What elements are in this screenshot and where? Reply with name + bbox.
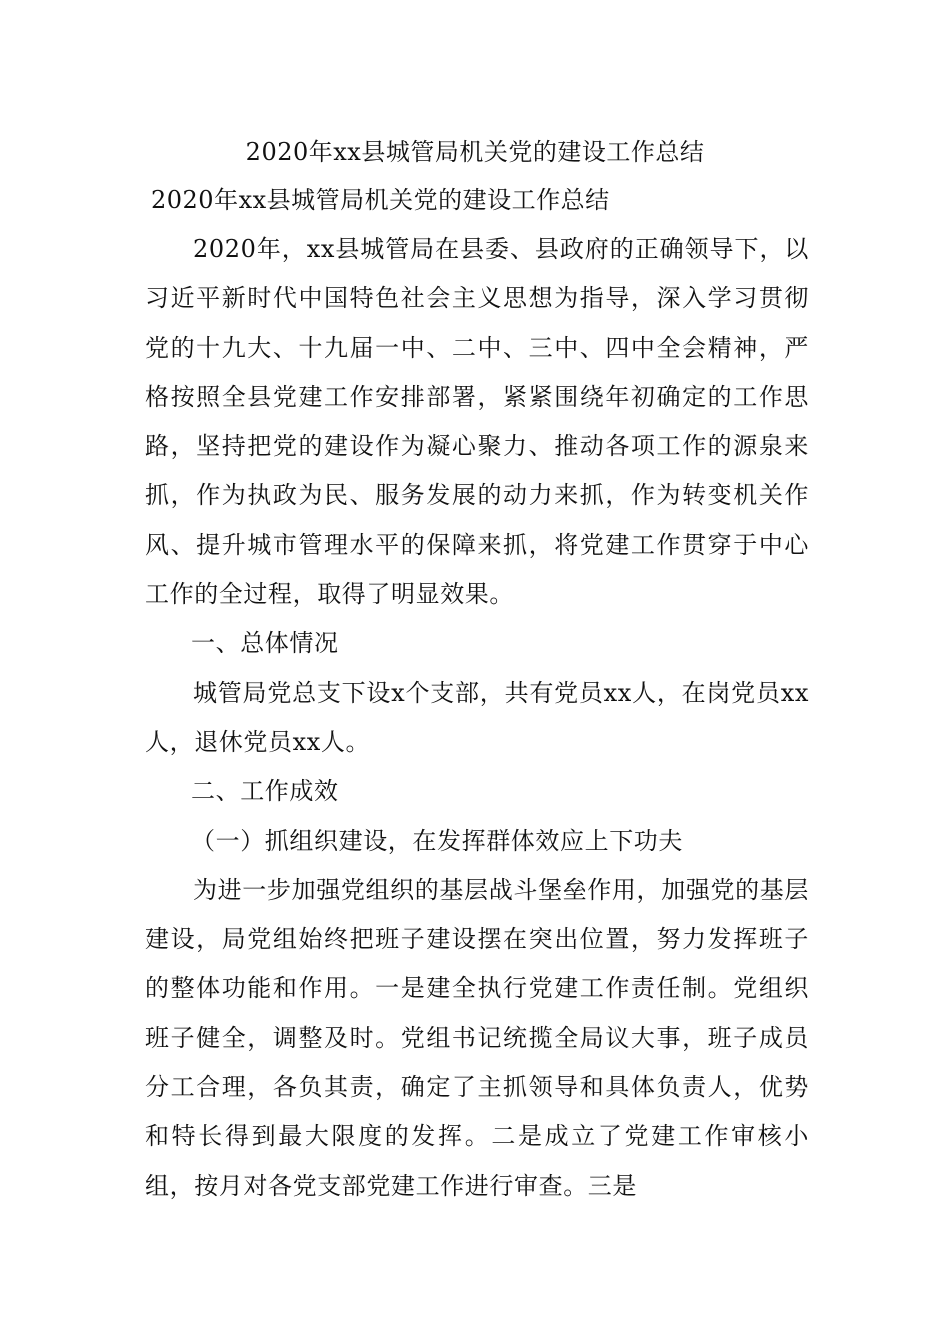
subsection-heading-organization: （一）抓组织建设，在发挥群体效应上下功夫: [191, 826, 683, 855]
document-body: [145, 225, 809, 1211]
document-subtitle: 2020年xx县城管局机关党的建设工作总结: [151, 186, 610, 214]
section-heading-results: 二、工作成效: [191, 777, 339, 806]
document-title: 2020年xx县城管局机关党的建设工作总结: [245, 138, 705, 166]
intro-paragraph: 2020年，xx县城管局在县委、县政府的正确领导下，以习近平新时代中国特色社会主义思想为指导，深入学习贯彻党的十九大、十九届一中、二中、三中、四中全会精神，严格按照全县党建工作安排部署，紧紧围绕年初确定的工作思路，坚持把党的建设作为凝心聚力、推动各项工作的源泉来抓，作为执政为民、服务发展的动力来抓，作为转变机关作风、提升城市管理水平的保障来抓，将党建工作贯穿于中心工作的全过程，取得了明显效果。: [145, 235, 809, 609]
overview-paragraph: 城管局党总支下设x个支部，共有党员xx人，在岗党员xx人，退休党员xx人。: [145, 678, 809, 756]
section-heading-overview: 一、总体情况: [191, 629, 339, 658]
organization-paragraph: 为进一步加强党组织的基层战斗堡垒作用，加强党的基层建设，局党组始终把班子建设摆在突出位置，努力发挥班子的整体功能和作用。一是建全执行党建工作责任制。党组织班子健全，调整及时。党组书记统揽全局议大事，班子成员分工合理，各负其责，确定了主抓领导和具体负责人，优势和特长得到最大限度的发挥。二是成立了党建工作审核小组，按月对各党支部党建工作进行审查。三是: [145, 875, 809, 1200]
